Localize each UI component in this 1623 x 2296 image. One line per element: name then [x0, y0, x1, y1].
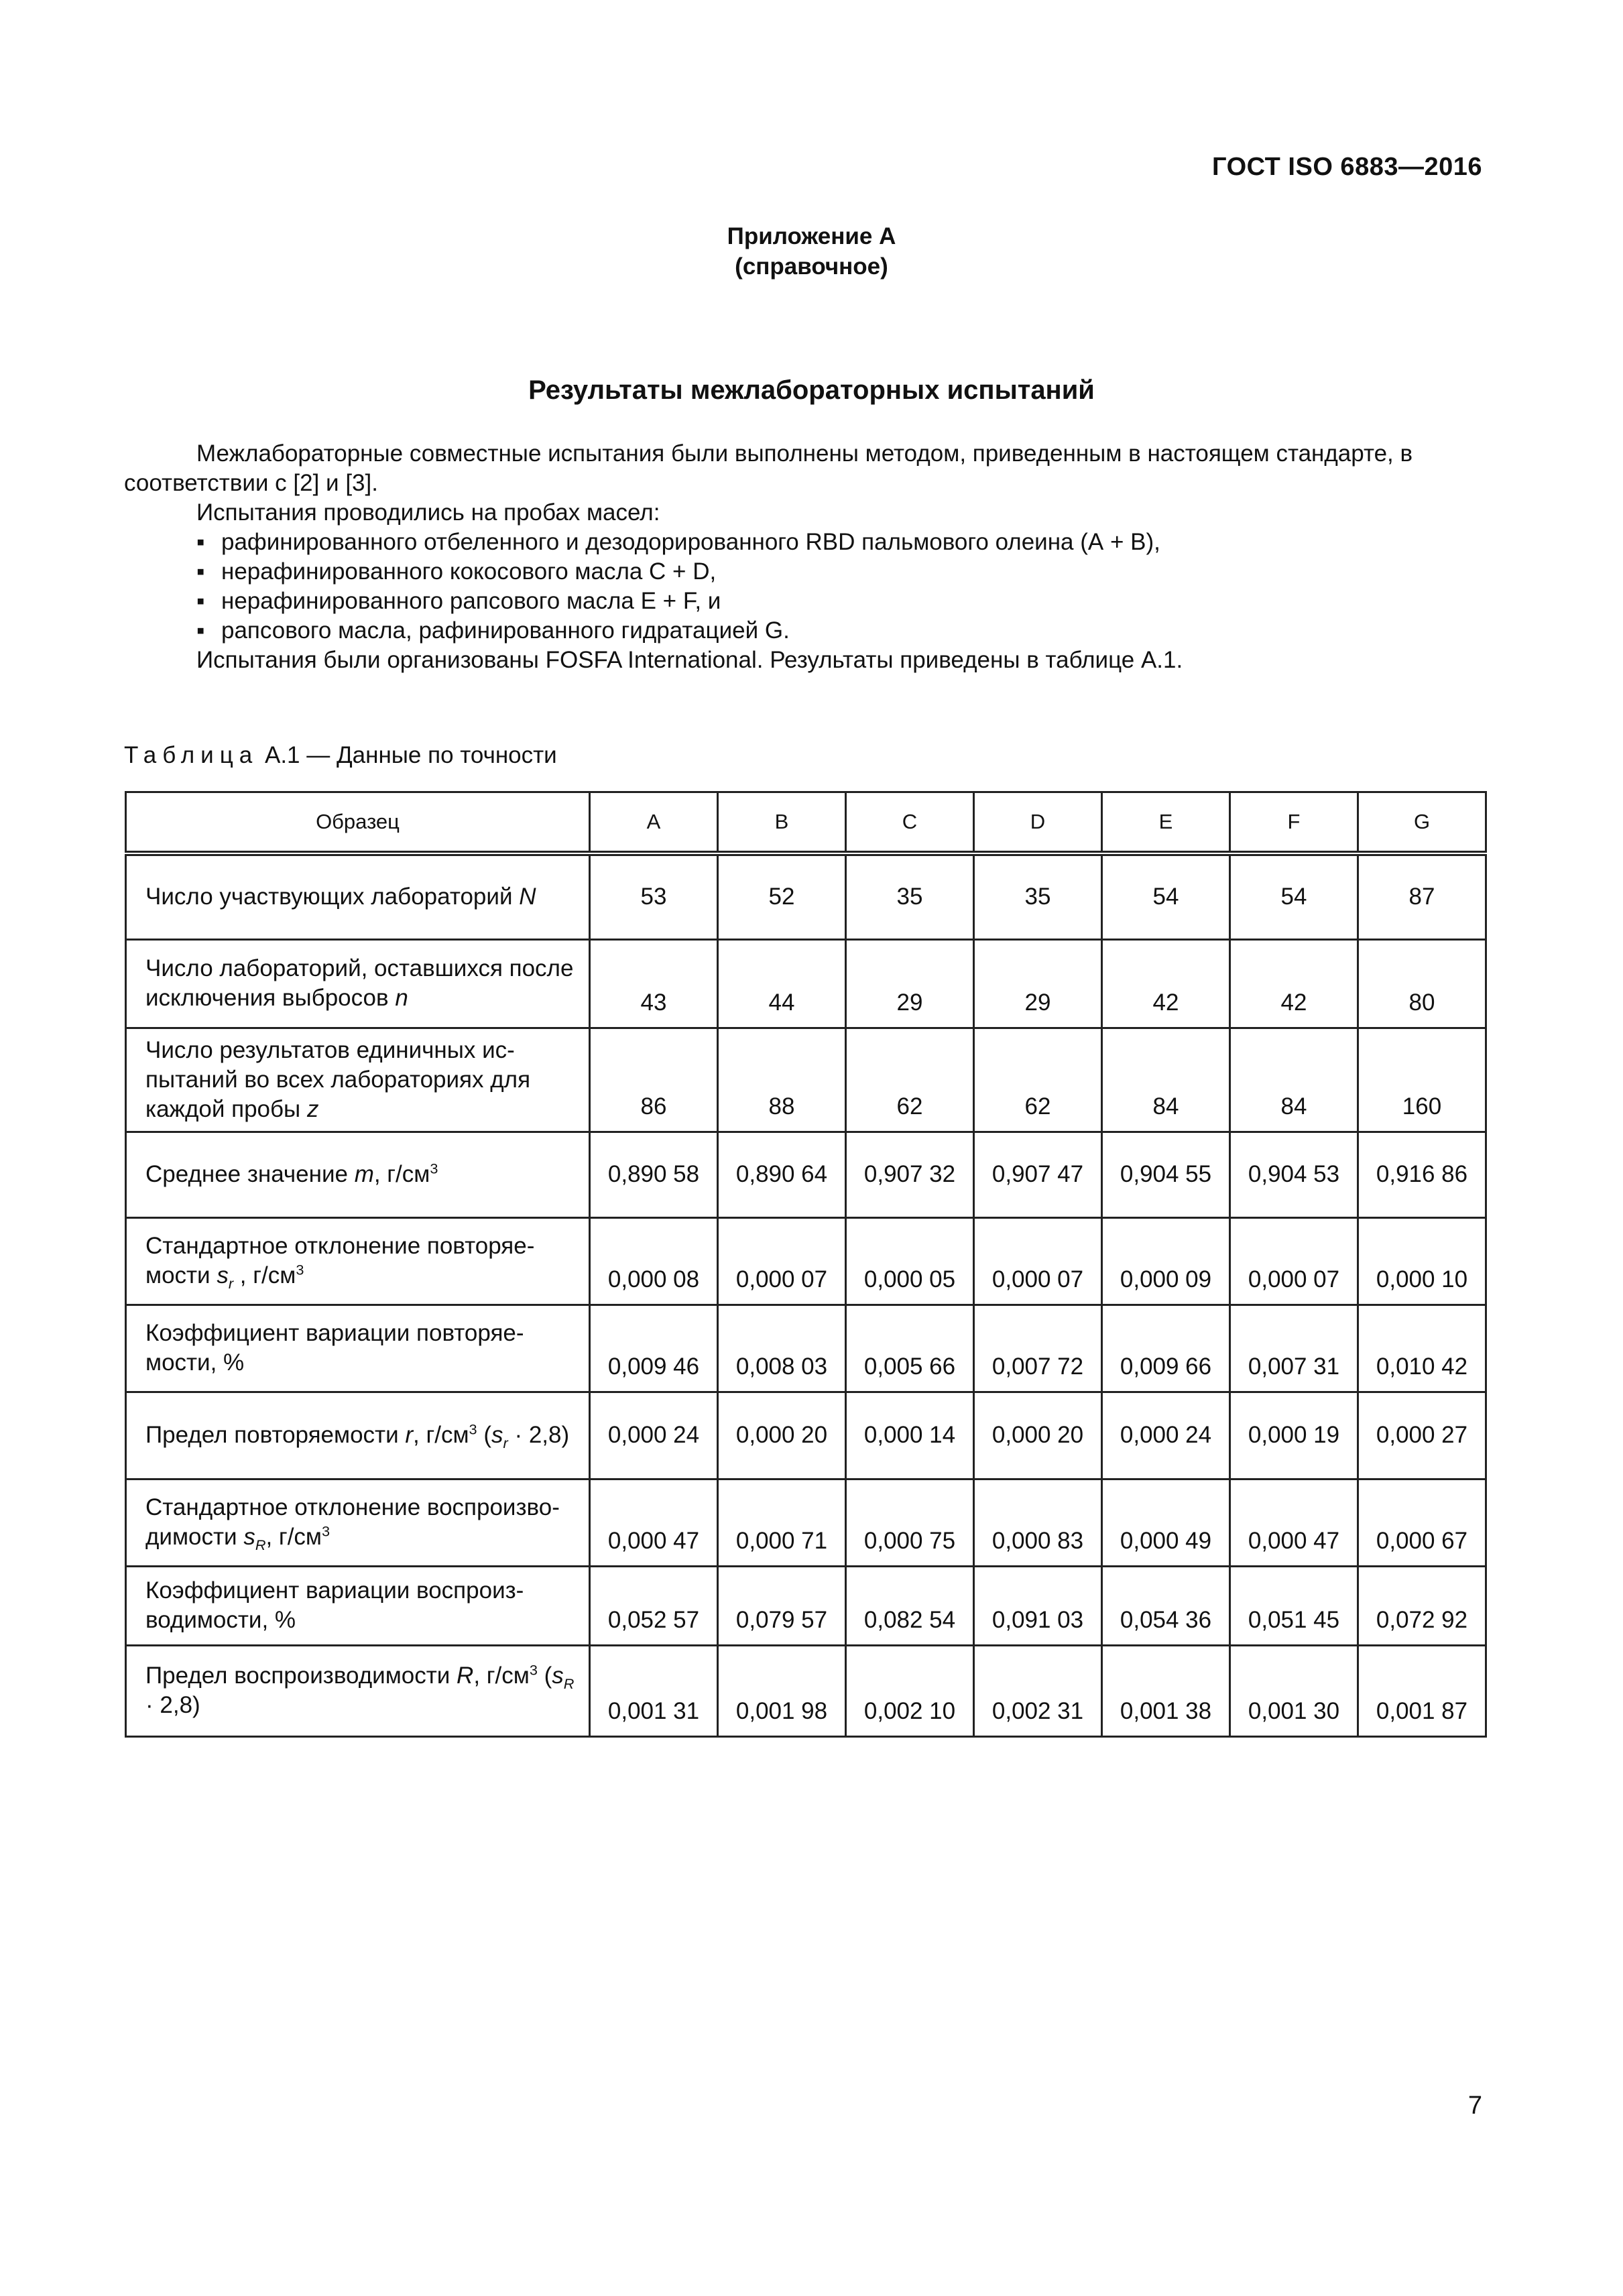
row-label-part: Коэффициент вариации воспроиз-водимости, %	[145, 1577, 524, 1633]
table-cell: 0,000 19	[1230, 1392, 1358, 1479]
table-cell: 86	[590, 1028, 718, 1132]
table-row	[126, 1132, 1486, 1217]
table-cell: 0,009 66	[1102, 1305, 1230, 1392]
annex-subtitle: (справочное)	[735, 253, 888, 280]
row-label-part: Число участвующих лабораторий	[145, 884, 520, 910]
table-cell: 0,000 07	[974, 1217, 1102, 1305]
table-row	[126, 1028, 1486, 1132]
table-cell: 0,008 03	[718, 1305, 846, 1392]
row-label	[126, 1645, 590, 1736]
row-label-part: Число лабораторий, оставшихся после исключения выбросов	[145, 955, 574, 1011]
table-cell: 42	[1230, 939, 1358, 1028]
row-label-part: s	[552, 1663, 564, 1689]
table-cell: 0,054 36	[1102, 1566, 1230, 1645]
row-label-part: N	[519, 884, 536, 910]
row-label-part: 3	[469, 1421, 477, 1438]
row-label-part: z	[306, 1095, 319, 1122]
table-cell: 0,000 05	[846, 1217, 974, 1305]
row-label-part: (	[537, 1663, 552, 1689]
table-cell: 0,000 20	[718, 1392, 846, 1479]
row-label-part: R	[457, 1663, 474, 1689]
table-cell: 0,890 64	[718, 1132, 846, 1217]
row-label-part: Предел воспроизводимости	[145, 1663, 457, 1689]
table-cell: 0,001 87	[1358, 1645, 1486, 1736]
table-cell: 0,000 27	[1358, 1392, 1486, 1479]
table-cell: 0,010 42	[1358, 1305, 1486, 1392]
table-cell: 0,916 86	[1358, 1132, 1486, 1217]
row-label-part: n	[395, 985, 408, 1011]
list-item: ▪ рафинированного отбеленного и дезодорированного RBD пальмового олеина (А + В),	[124, 528, 1485, 557]
column-header-sample: Образец	[126, 792, 590, 854]
table-cell: 0,007 72	[974, 1305, 1102, 1392]
table-row	[126, 1217, 1486, 1305]
table-cell: 87	[1358, 853, 1486, 939]
row-label-part: r	[503, 1435, 508, 1451]
table-cell: 0,001 38	[1102, 1645, 1230, 1736]
table-caption	[124, 742, 557, 769]
row-label	[126, 1392, 590, 1479]
table-cell: 0,002 10	[846, 1645, 974, 1736]
table-cell: 53	[590, 853, 718, 939]
column-header-f: F	[1230, 792, 1358, 854]
bullet-icon: ▪	[196, 558, 205, 585]
column-header-e: E	[1102, 792, 1230, 854]
list-item: ▪ рапсового масла, рафинированного гидратацией G.	[124, 616, 1485, 646]
table-cell: 29	[846, 939, 974, 1028]
table-cell: 0,079 57	[718, 1566, 846, 1645]
column-header-b: B	[718, 792, 846, 854]
row-label-part: · 2,8)	[145, 1692, 200, 1718]
table-cell: 54	[1102, 853, 1230, 939]
precision-table	[125, 791, 1487, 1738]
table-cell: 0,002 31	[974, 1645, 1102, 1736]
table-cell: 0,000 10	[1358, 1217, 1486, 1305]
page-number: 7	[1467, 2092, 1482, 2120]
table-cell: 0,000 71	[718, 1479, 846, 1566]
table-cell: 0,000 24	[1102, 1392, 1230, 1479]
table-row	[126, 1645, 1486, 1736]
table-cell: 29	[974, 939, 1102, 1028]
row-label-part: , г/см	[265, 1524, 322, 1550]
table-cell: 0,000 14	[846, 1392, 974, 1479]
row-label-part: Число результатов единичных ис-пытаний во всех лабораториях для каждой пробы	[145, 1036, 531, 1122]
table-caption-prefix: Таблица	[124, 742, 259, 768]
table-cell: 43	[590, 939, 718, 1028]
row-label-part: Стандартное отклонение воспроизво-димости	[145, 1494, 560, 1550]
table-cell: 0,072 92	[1358, 1566, 1486, 1645]
row-label	[126, 1305, 590, 1392]
row-label	[126, 1566, 590, 1645]
table-cell: 0,082 54	[846, 1566, 974, 1645]
column-header-g: G	[1358, 792, 1486, 854]
table-cell: 35	[974, 853, 1102, 939]
row-label-part: r	[228, 1275, 234, 1292]
document-code: ГОСТ ISO 6883—2016	[1212, 153, 1482, 181]
table-cell: 0,009 46	[590, 1305, 718, 1392]
column-header-c: C	[846, 792, 974, 854]
table-cell: 88	[718, 1028, 846, 1132]
table-cell: 0,000 83	[974, 1479, 1102, 1566]
table-cell: 0,091 03	[974, 1566, 1102, 1645]
table-cell: 0,000 47	[590, 1479, 718, 1566]
table-cell: 0,007 31	[1230, 1305, 1358, 1392]
row-label-part: R	[563, 1675, 575, 1692]
row-label	[126, 939, 590, 1028]
section-title: Результаты межлабораторных испытаний	[528, 375, 1095, 405]
table-cell: 0,000 08	[590, 1217, 718, 1305]
table-row	[126, 939, 1486, 1028]
row-label-part: , г/см	[373, 1161, 430, 1187]
row-label	[126, 853, 590, 939]
intro-paragraph-1: Межлабораторные совместные испытания были выполнены методом, приведенным в настоящем стандарте, в соответствии с [2] и [3].	[124, 440, 1413, 496]
table-cell: 0,904 55	[1102, 1132, 1230, 1217]
table-cell: 0,001 30	[1230, 1645, 1358, 1736]
row-label	[126, 1028, 590, 1132]
bullet-icon: ▪	[196, 529, 205, 555]
table-row	[126, 853, 1486, 939]
row-label-part: Среднее значение	[145, 1161, 355, 1187]
row-label-part: 3	[529, 1661, 538, 1679]
row-label-part: s	[217, 1262, 229, 1288]
row-label	[126, 1479, 590, 1566]
table-cell: 84	[1102, 1028, 1230, 1132]
table-cell: 0,001 98	[718, 1645, 846, 1736]
column-header-d: D	[974, 792, 1102, 854]
row-label-part: m	[354, 1161, 374, 1187]
table-cell: 0,000 49	[1102, 1479, 1230, 1566]
table-cell: 62	[846, 1028, 974, 1132]
table-row	[126, 1479, 1486, 1566]
table-caption-text: А.1 — Данные по точности	[264, 742, 557, 768]
list-item: ▪ нерафинированного кокосового масла С + D,	[124, 557, 1485, 587]
table-cell: 0,000 07	[1230, 1217, 1358, 1305]
row-label	[126, 1132, 590, 1217]
table-cell: 0,000 67	[1358, 1479, 1486, 1566]
row-label-part: Коэффициент вариации повторяе-мости, %	[145, 1320, 524, 1376]
intro-paragraph-2: Испытания проводились на пробах масел:	[196, 499, 660, 526]
table-cell: 0,000 47	[1230, 1479, 1358, 1566]
column-header-a: A	[590, 792, 718, 854]
row-label-part: 3	[296, 1261, 304, 1278]
row-label-part: · 2,8)	[507, 1422, 570, 1448]
intro-paragraph-3: Испытания были организованы FOSFA International. Результаты приведены в таблице А.1.	[196, 647, 1183, 673]
table-cell: 0,000 75	[846, 1479, 974, 1566]
table-cell: 54	[1230, 853, 1358, 939]
table-cell: 0,001 31	[590, 1645, 718, 1736]
table-cell: 0,907 47	[974, 1132, 1102, 1217]
list-item: ▪ нерафинированного рапсового масла Е + F, и	[124, 587, 1485, 616]
intro-text	[124, 439, 1485, 675]
row-label-part: s	[243, 1524, 255, 1550]
table-cell: 0,890 58	[590, 1132, 718, 1217]
table-header-row	[126, 792, 1486, 854]
table-row	[126, 1392, 1486, 1479]
row-label-part: , г/см	[473, 1663, 530, 1689]
sample-list	[124, 528, 1485, 646]
row-label-part: Стандартное отклонение повторяе-мости	[145, 1233, 535, 1288]
row-label-part: 3	[430, 1160, 438, 1177]
table-cell: 160	[1358, 1028, 1486, 1132]
table-cell: 0,000 24	[590, 1392, 718, 1479]
table-cell: 35	[846, 853, 974, 939]
row-label-part: 3	[322, 1522, 330, 1540]
row-label-part: , г/см	[233, 1262, 296, 1288]
table-cell: 0,000 07	[718, 1217, 846, 1305]
table-cell: 52	[718, 853, 846, 939]
annex-heading	[0, 221, 1623, 282]
row-label-part: s	[491, 1422, 503, 1448]
table-cell: 44	[718, 939, 846, 1028]
table-cell: 0,000 20	[974, 1392, 1102, 1479]
row-label-part: R	[255, 1536, 266, 1553]
table-row	[126, 1566, 1486, 1645]
table-cell: 42	[1102, 939, 1230, 1028]
table-cell: 62	[974, 1028, 1102, 1132]
table-cell: 0,904 53	[1230, 1132, 1358, 1217]
table-cell: 0,005 66	[846, 1305, 974, 1392]
table-cell: 0,051 45	[1230, 1566, 1358, 1645]
row-label-part: Предел повторяемости	[145, 1422, 406, 1448]
table-cell: 0,907 32	[846, 1132, 974, 1217]
row-label-part: r	[405, 1422, 414, 1448]
row-label-part: , г/см	[413, 1422, 469, 1448]
table-row	[126, 1305, 1486, 1392]
table-cell: 0,000 09	[1102, 1217, 1230, 1305]
table-cell: 80	[1358, 939, 1486, 1028]
table-cell: 0,052 57	[590, 1566, 718, 1645]
annex-title: Приложение А	[727, 223, 896, 249]
bullet-icon: ▪	[196, 617, 205, 644]
bullet-icon: ▪	[196, 588, 205, 614]
row-label-part: (	[477, 1422, 491, 1448]
row-label	[126, 1217, 590, 1305]
table-cell: 84	[1230, 1028, 1358, 1132]
